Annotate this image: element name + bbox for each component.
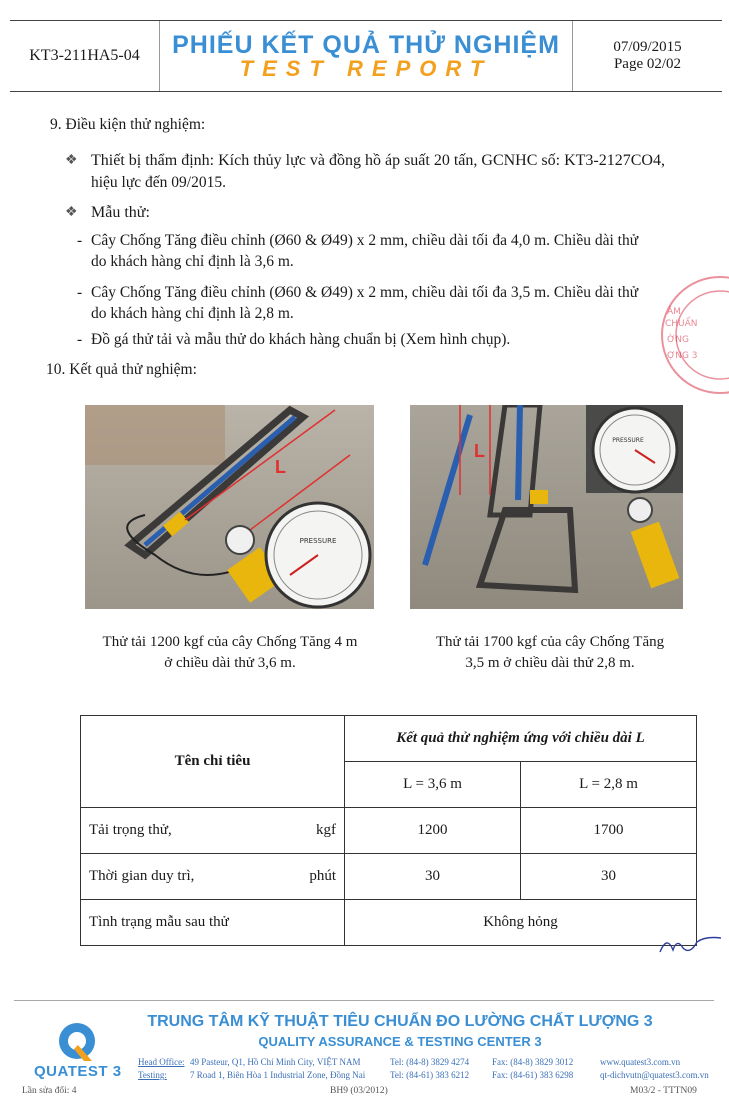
svg-text:PRESSURE: PRESSURE <box>612 437 644 444</box>
head-office-fax: Fax: (84-8) 3829 3012 <box>492 1057 574 1067</box>
sample-item-2: - Cây Chống Tăng điều chỉnh (Ø60 & Ø49) x 2 mm, chiều dài tối đa 3,5 m. Chiều dài thử <box>77 284 639 301</box>
testing-address: 7 Road 1, Biên Hòa 1 Industrial Zone, Đồng Nai <box>190 1070 366 1080</box>
test-photo-1 <box>85 405 374 609</box>
testing-label: Testing: <box>138 1070 167 1080</box>
sample-1-text-cont: do khách hàng chỉ định là 3,6 m. <box>91 253 294 270</box>
row-value-l2: 1700 <box>521 808 697 854</box>
svg-text:ỢNG 3: ỢNG 3 <box>667 351 698 361</box>
footer-title-en: QUALITY ASSURANCE & TESTING CENTER 3 <box>258 1034 542 1049</box>
svg-text:CHUẨN: CHUẨN <box>665 319 698 329</box>
row-name-cell <box>81 808 345 854</box>
results-table <box>80 715 697 946</box>
head-office-tel: Tel: (84-8) 3829 4274 <box>390 1057 470 1067</box>
photo-2-caption <box>390 632 710 674</box>
website-link[interactable]: www.quatest3.com.vn <box>600 1057 681 1067</box>
row-name-cell <box>81 854 345 900</box>
diamond-bullet-icon: ❖ <box>65 153 78 168</box>
head-office-address: 49 Pasteur, Q1, Hồ Chí Minh City, VIỆT NAM <box>190 1057 361 1067</box>
device-bullet <box>65 152 725 170</box>
doc-code: M03/2 - TTTN09 <box>630 1086 697 1096</box>
form-code: BH9 (03/2012) <box>330 1086 388 1096</box>
row-name: Tải trọng thử, <box>89 822 172 838</box>
official-stamp <box>655 270 729 400</box>
report-title-vi: PHIẾU KẾT QUẢ THỬ NGHIỆM <box>172 30 560 59</box>
row-unit: phút <box>309 868 336 884</box>
row-name: Thời gian duy trì, <box>89 868 195 884</box>
sample-2-text-cont: do khách hàng chỉ định là 2,8 m. <box>91 305 294 322</box>
header-cell-result: Kết quả thử nghiệm ứng với chiều dài L <box>345 716 697 762</box>
footer-divider <box>14 1000 714 1001</box>
caption-2-line-2: 3,5 m ở chiều dài thử 2,8 m. <box>465 655 635 671</box>
table-row <box>81 900 697 946</box>
sample-1-text: Cây Chống Tăng điều chỉnh (Ø60 & Ø49) x 2 mm, chiều dài tối đa 4,0 m. Chiều dài thử <box>91 232 639 249</box>
report-date: 07/09/2015 <box>613 39 682 55</box>
report-page: Page 02/02 <box>613 56 682 72</box>
report-code: KT3-211HA5-04 <box>10 21 160 91</box>
header-cell-l2: L = 2,8 m <box>521 762 697 808</box>
svg-text:ỜNG: ỜNG <box>667 335 689 345</box>
sample-title: Mẫu thử: <box>91 204 150 221</box>
row-value-l1: 30 <box>345 854 521 900</box>
section-10-title: 10. Kết quả thử nghiệm: <box>46 361 197 378</box>
sample-item-3: - Đồ gá thử tải và mẫu thử do khách hàng chuẩn bị (Xem hình chụp). <box>77 331 511 348</box>
revision-number: Lần sửa đổi: 4 <box>22 1086 77 1096</box>
row-name: Tình trạng mẫu sau thử <box>81 900 345 946</box>
signature <box>655 930 725 965</box>
caption-2-line-1: Thử tải 1700 kgf của cây Chống Tăng <box>435 634 665 650</box>
table-row <box>81 808 697 854</box>
report-header <box>10 20 722 92</box>
row-value-l1: 1200 <box>345 808 521 854</box>
photo-1-caption <box>70 632 390 674</box>
report-title-en: TEST REPORT <box>239 55 493 81</box>
row-value-merged: Không hỏng <box>345 900 697 946</box>
testing-fax: Fax: (84-61) 383 6298 <box>492 1070 574 1080</box>
sample-2-text: Cây Chống Tăng điều chỉnh (Ø60 & Ø49) x 2 mm, chiều dài tối đa 3,5 m. Chiều dài thử <box>91 284 639 301</box>
svg-text:ÂM: ÂM <box>667 307 681 317</box>
diamond-bullet-icon: ❖ <box>65 205 78 220</box>
caption-1-line-2: ở chiều dài thử 3,6 m. <box>164 655 296 671</box>
footer-title-vi: TRUNG TÂM KỸ THUẬT TIÊU CHUẨN ĐO LƯỜNG CHẤT LƯỢNG 3 <box>147 1013 653 1030</box>
table-row <box>81 854 697 900</box>
head-office-label: Head Office: <box>138 1057 185 1067</box>
test-photo-2 <box>410 405 683 609</box>
testing-tel: Tel: (84-61) 383 6212 <box>390 1070 470 1080</box>
sample-bullet <box>65 204 150 222</box>
length-marker-2: L <box>474 441 485 461</box>
header-cell-l1: L = 3,6 m <box>345 762 521 808</box>
header-cell-name: Tên chỉ tiêu <box>81 716 345 808</box>
svg-text:PRESSURE: PRESSURE <box>299 537 337 545</box>
row-unit: kgf <box>316 822 336 838</box>
report-title-block <box>160 21 572 91</box>
quatest-logo <box>32 1015 132 1085</box>
footer-title <box>140 1013 660 1049</box>
sample-3-text: Đồ gá thử tải và mẫu thử do khách hàng chuẩn bị (Xem hình chụp). <box>91 331 511 348</box>
device-text-cont: hiệu lực đến 09/2015. <box>91 174 226 191</box>
caption-1-line-1: Thử tải 1200 kgf của cây Chống Tăng 4 m <box>102 634 358 650</box>
logo-text: QUATEST 3 <box>34 1063 122 1080</box>
section-9-title: 9. Điều kiện thử nghiệm: <box>50 116 206 133</box>
sample-item-1: - Cây Chống Tăng điều chỉnh (Ø60 & Ø49) x 2 mm, chiều dài tối đa 4,0 m. Chiều dài thử <box>77 232 639 249</box>
length-marker-1: L <box>275 457 286 477</box>
email-link[interactable]: qt-dichvutn@quatest3.com.vn <box>600 1070 709 1080</box>
row-value-l2: 30 <box>521 854 697 900</box>
report-date-block <box>572 21 722 91</box>
device-text: Thiết bị thẩm định: Kích thủy lực và đồng hồ áp suất 20 tấn, GCNHC số: KT3-2127CO4, <box>91 152 665 169</box>
